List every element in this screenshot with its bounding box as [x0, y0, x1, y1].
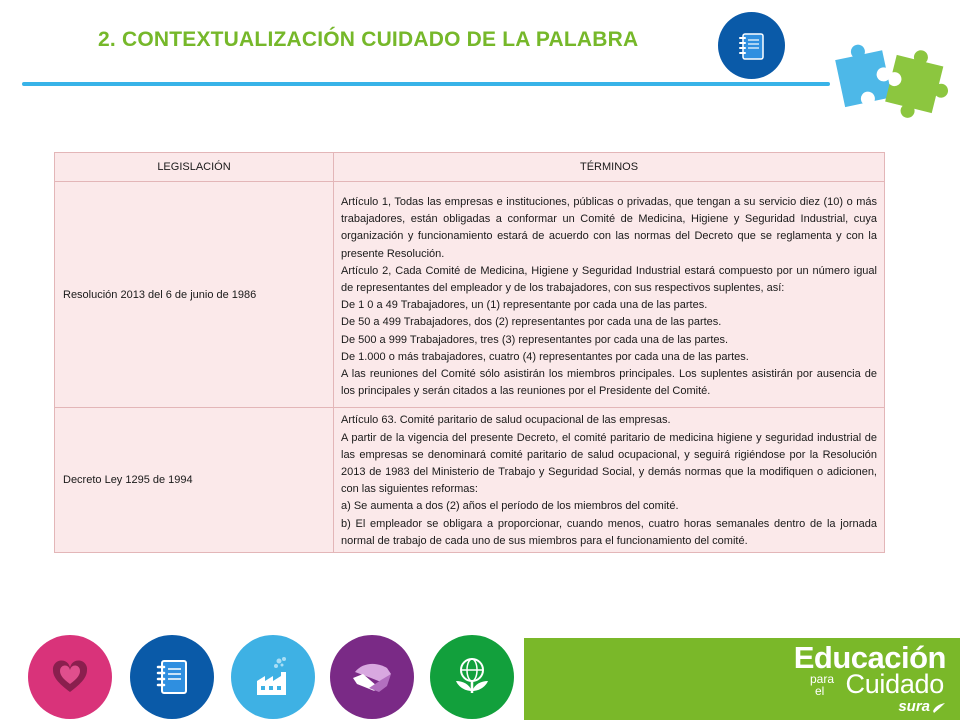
terms-paragraph: De 500 a 999 Trabajadores, tres (3) representantes por cada una de las partes. — [341, 333, 729, 346]
heart-circle — [28, 635, 112, 719]
notebook-icon — [735, 29, 769, 63]
terms-paragraph: A las reuniones del Comité sólo asistirán los miembros principales. Los suplentes asistirán por ausencia de los principales y serán citados a las reuniones por el Presidente del Comité. — [341, 368, 877, 398]
terms-cell — [334, 408, 885, 553]
handshake-circle — [330, 635, 414, 719]
legislation-cell: Decreto Ley 1295 de 1994 — [55, 408, 334, 553]
terms-paragraph: Artículo 63. Comité paritario de salud ocupacional de las empresas. — [341, 414, 671, 427]
terms-paragraph: Artículo 1, Todas las empresas e instituciones, públicas o privadas, que tengan a su servicio diez (10) o más trabajadores, están obligadas a conformar un Comité de Medicina, Higiene y Seguridad Industrial, cuya organización y funcionamiento estará de acuerdo con las normas del Decreto que se reglamenta y con la presente Resolución. — [341, 196, 877, 260]
terms-paragraph: a) Se aumenta a dos (2) años el período de los miembros del comité. — [341, 500, 679, 513]
handshake-icon — [347, 652, 397, 702]
brand-banner — [524, 638, 960, 720]
notebook-circle — [130, 635, 214, 719]
terms-paragraph: Artículo 2, Cada Comité de Medicina, Higiene y Seguridad Industrial estará compuesto por un número igual de representantes del empleador y de los trabajadores, con sus respectivos suplentes, así: — [341, 264, 877, 295]
table-row — [55, 182, 885, 408]
factory-circle — [231, 635, 315, 719]
brand-line2: Cuidado — [845, 669, 944, 699]
factory-icon — [249, 653, 297, 701]
globe-plant-circle — [430, 635, 514, 719]
header-terminos: TÉRMINOS — [334, 153, 885, 182]
puzzle-pieces-icon — [832, 40, 950, 122]
globe-plant-icon — [448, 653, 496, 701]
terms-paragraph: De 1 0 a 49 Trabajadores, un (1) representante por cada una de las partes. — [341, 299, 708, 312]
terms-paragraph: De 50 a 499 Trabajadores, dos (2) representantes por cada una de las partes. — [341, 316, 722, 329]
terms-paragraph: b) El empleador se obligara a proporcionar, cuando menos, cuatro horas semanales dentro de la jornada normal de trabajo de cada uno de sus miembros para el funcionamiento del comité. — [341, 517, 877, 547]
title-underline — [22, 82, 830, 86]
terms-paragraph: De 1.000 o más trabajadores, cuatro (4) representantes por cada una de las partes. — [341, 350, 749, 363]
table-header-row — [55, 153, 885, 182]
notebook-icon — [151, 656, 193, 698]
top-badge — [718, 12, 785, 79]
page-title: 2. CONTEXTUALIZACIÓN CUIDADO DE LA PALABRA — [98, 28, 639, 51]
terms-paragraph: A partir de la vigencia del presente Decreto, el comité paritario de medicina higiene y seguridad industrial de las empresas se denominará comité paritario de salud ocupacional, y seguirá rigiéndose por la Resolución 2013 de 1983 del Ministerio de Trabajo y Seguridad Social, y demás normas que la modifiquen o adicionen, con las siguientes reformas: — [341, 431, 877, 496]
heart-icon — [48, 655, 92, 699]
terms-cell — [334, 182, 885, 408]
brand-el: el — [815, 684, 825, 698]
legislation-cell: Resolución 2013 del 6 de junio de 1986 — [55, 182, 334, 408]
sura-logo-icon — [932, 701, 946, 715]
brand-line1: Educación — [793, 640, 946, 675]
legislation-table — [54, 152, 885, 553]
brand-company: sura — [898, 698, 930, 715]
brand-para: para — [810, 672, 835, 686]
table-row — [55, 408, 885, 553]
header-legislacion: LEGISLACIÓN — [55, 153, 334, 182]
